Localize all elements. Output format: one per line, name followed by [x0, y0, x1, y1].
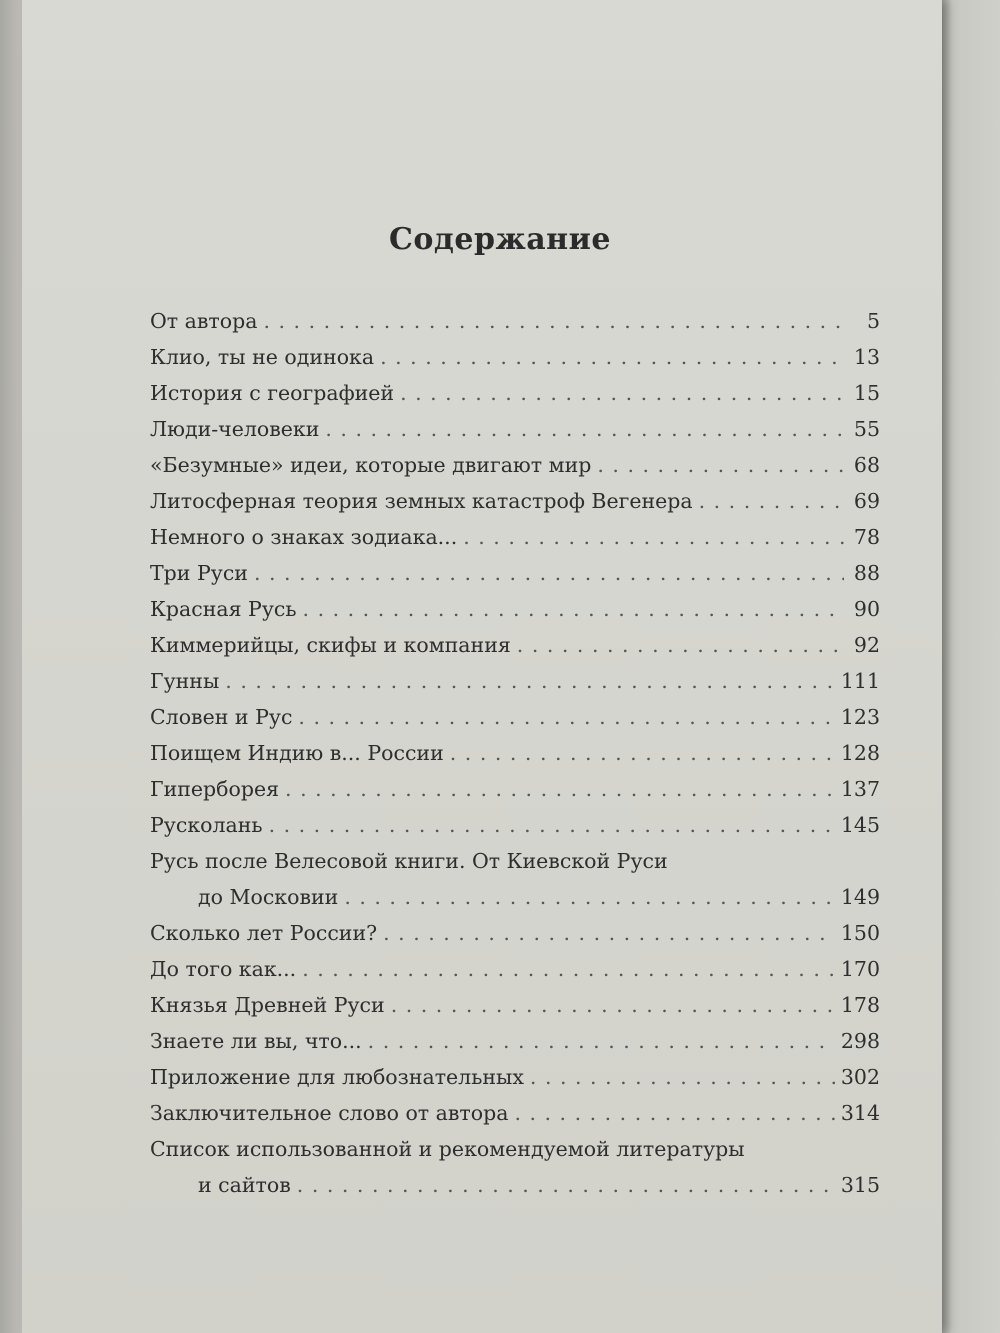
dot-leader [225, 663, 835, 699]
toc-entry-title: До того как... [150, 957, 297, 981]
dot-leader [383, 915, 835, 951]
toc-entry [150, 519, 880, 555]
toc-entry-title: Словен и Рус [150, 705, 293, 729]
toc-entry [150, 303, 880, 339]
dot-leader [303, 591, 844, 627]
toc-entry-page: 298 [840, 1029, 880, 1053]
toc-entry-page: 90 [853, 597, 880, 621]
toc-entry-title: Русколань [150, 813, 263, 837]
next-page-edge [940, 0, 1000, 1333]
dot-leader [254, 555, 844, 591]
dot-leader [699, 483, 844, 519]
dot-leader [325, 411, 844, 447]
toc-entry-title-continued: и сайтов [198, 1173, 291, 1197]
toc-entry-title: «Безумные» идеи, которые двигают мир [150, 453, 592, 477]
toc-entry-title: Гиперборея [150, 777, 280, 801]
toc-entry [150, 1131, 880, 1203]
contents-heading: Содержание [389, 222, 611, 257]
dot-leader [302, 951, 835, 987]
dot-leader [269, 807, 835, 843]
toc-entry [150, 411, 880, 447]
toc-entry-page: 5 [866, 309, 880, 333]
toc-entry-page: 68 [853, 453, 880, 477]
dot-leader [400, 375, 844, 411]
toc-entry [150, 699, 880, 735]
toc-entry-title-continued: до Московии [198, 885, 339, 909]
toc-entry [150, 915, 880, 951]
toc-entry-title: Литосферная теория земных катастроф Вегенера [150, 489, 693, 513]
toc-entry [150, 1023, 880, 1059]
table-of-contents [150, 303, 880, 1203]
toc-entry-title: Клио, ты не одинока [150, 345, 375, 369]
toc-entry-title: Немного о знаках зодиака... [150, 525, 458, 549]
toc-entry [150, 1095, 880, 1131]
toc-entry-title: Красная Русь [150, 597, 297, 621]
toc-entry-page: 111 [840, 669, 880, 693]
dot-leader [298, 699, 834, 735]
toc-entry-page: 13 [853, 345, 880, 369]
toc-entry-page: 302 [840, 1065, 880, 1089]
toc-entry-title: История с географией [150, 381, 395, 405]
dot-leader [285, 771, 835, 807]
toc-entry-page: 92 [853, 633, 880, 657]
dot-leader [344, 879, 835, 915]
dot-leader [514, 1095, 834, 1131]
toc-entry-page: 149 [840, 885, 880, 909]
dot-leader [263, 303, 844, 339]
toc-entry [150, 483, 880, 519]
dot-leader [368, 1023, 835, 1059]
toc-entry-title: Знаете ли вы, что... [150, 1029, 362, 1053]
toc-entry [150, 1059, 880, 1095]
toc-entry-title: Киммерийцы, скифы и компания [150, 633, 511, 657]
toc-entry-title: Приложение для любознательных [150, 1065, 524, 1089]
dot-leader [391, 987, 835, 1023]
toc-entry-page: 55 [853, 417, 880, 441]
toc-entry-title: Сколько лет России? [150, 921, 378, 945]
toc-entry-title: Люди-человеки [150, 417, 320, 441]
toc-entry-title: От автора [150, 309, 258, 333]
toc-entry [150, 807, 880, 843]
toc-entry-page: 88 [853, 561, 880, 585]
toc-entry [150, 735, 880, 771]
toc-entry-page: 78 [853, 525, 880, 549]
toc-entry-title: Гунны [150, 669, 220, 693]
toc-entry-title: Список использованной и рекомендуемой литературы [150, 1137, 745, 1161]
toc-entry-title: Русь после Велесовой книги. От Киевской Руси [150, 849, 668, 873]
toc-entry-page: 137 [840, 777, 880, 801]
toc-entry [150, 375, 880, 411]
toc-entry [150, 663, 880, 699]
toc-entry-page: 69 [853, 489, 880, 513]
toc-entry [150, 843, 880, 915]
toc-entry-title: Заключительное слово от автора [150, 1101, 509, 1125]
toc-entry [150, 627, 880, 663]
toc-entry-page: 314 [840, 1101, 880, 1125]
dot-leader [450, 735, 835, 771]
toc-entry [150, 591, 880, 627]
toc-entry-title: Поищем Индию в... России [150, 741, 444, 765]
toc-entry-page: 123 [840, 705, 880, 729]
toc-entry-page: 128 [840, 741, 880, 765]
toc-entry-page: 178 [840, 993, 880, 1017]
toc-entry [150, 771, 880, 807]
toc-entry-page: 15 [853, 381, 880, 405]
dot-leader [297, 1167, 835, 1203]
toc-entry [150, 447, 880, 483]
toc-entry [150, 555, 880, 591]
toc-entry [150, 339, 880, 375]
toc-entry-page: 150 [840, 921, 880, 945]
dot-leader [517, 627, 844, 663]
dot-leader [597, 447, 844, 483]
dot-leader [380, 339, 844, 375]
toc-entry-page: 145 [840, 813, 880, 837]
dot-leader [463, 519, 844, 555]
toc-entry-page: 315 [840, 1173, 880, 1197]
toc-entry [150, 987, 880, 1023]
toc-entry-page: 170 [840, 957, 880, 981]
toc-entry-title: Князья Древней Руси [150, 993, 385, 1017]
toc-entry-title: Три Руси [150, 561, 248, 585]
toc-entry [150, 951, 880, 987]
dot-leader [530, 1059, 835, 1095]
